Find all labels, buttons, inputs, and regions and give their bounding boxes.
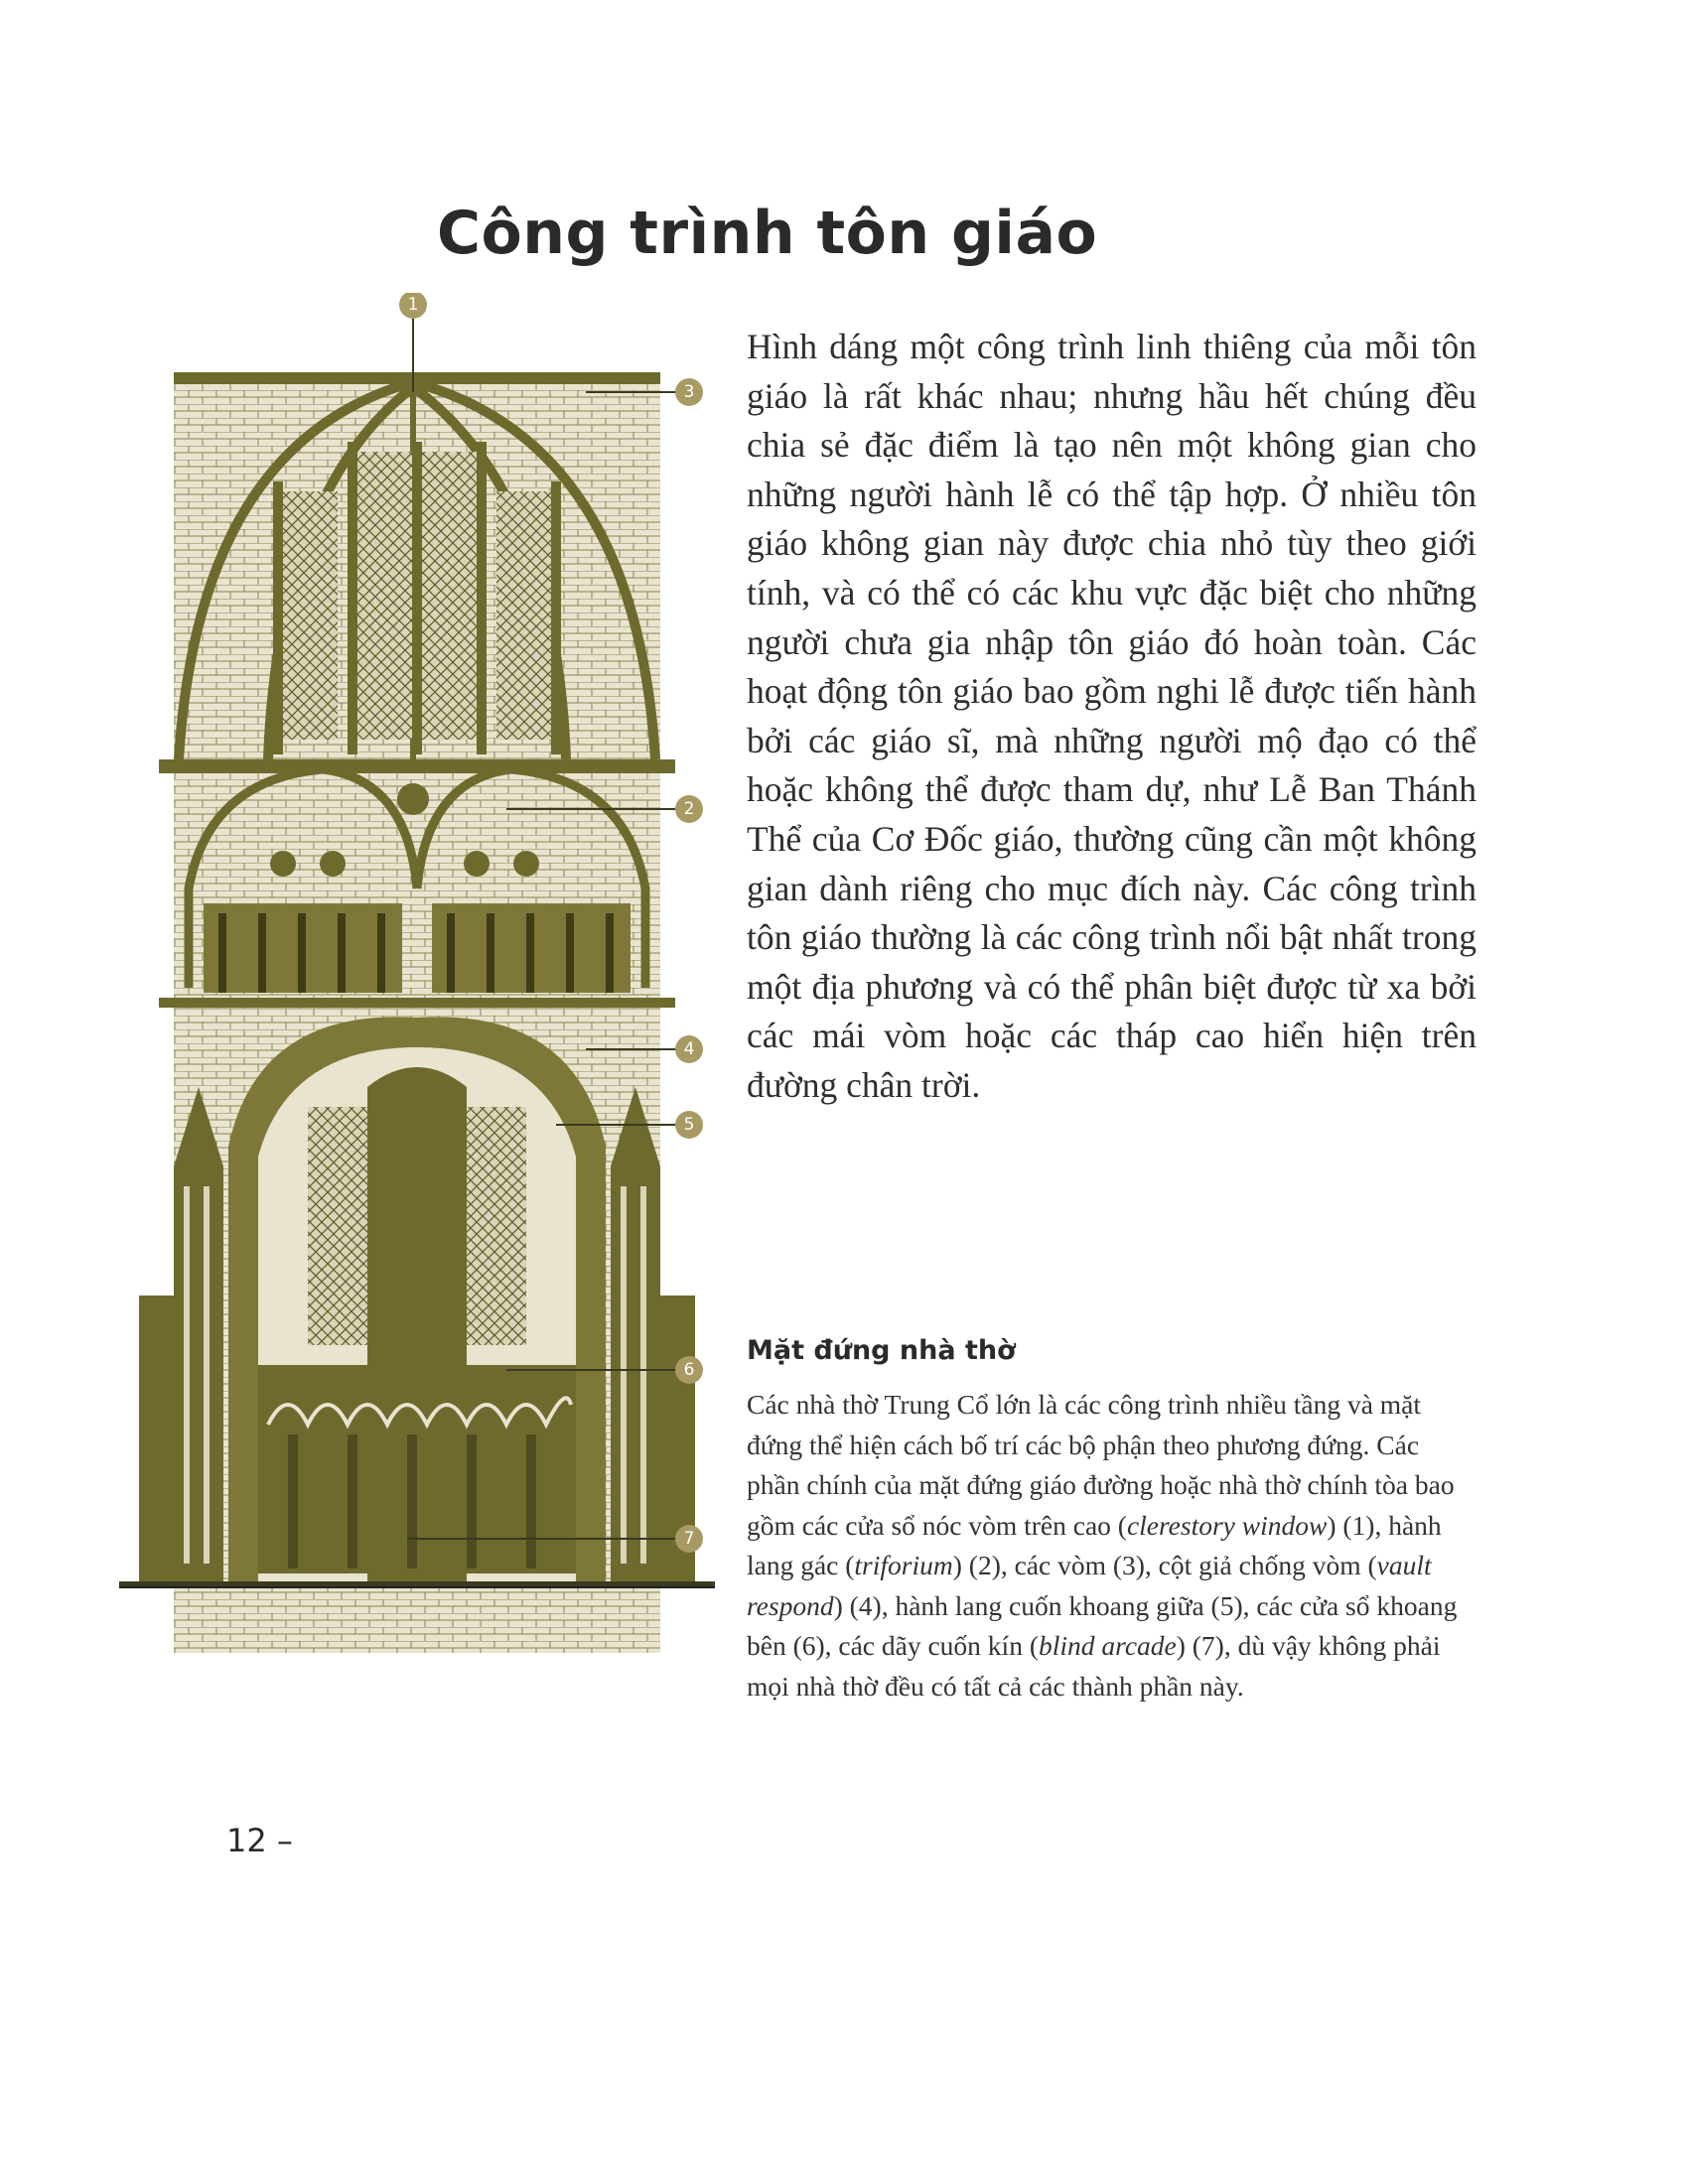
caption-segment: Các nhà thờ Trung Cổ lớn là các công trình nhiều tầng và mặt đứng thể hiện cách bố trí các bộ phận theo phương đứng. Các phần chính của mặt đứng giáo đường hoặc nhà thờ chính tòa bao gồm các cửa sổ nóc vòm trên cao ( [747,1389,1455,1541]
page-title: Công trình tôn giáo [437,199,1098,268]
page-number: 12 – [226,1822,293,1859]
svg-text:6: 6 [683,1360,695,1380]
caption-term: clerestory window [1126,1509,1328,1541]
caption-term: triforium [854,1550,953,1580]
caption-title: Mặt đứng nhà thờ [747,1335,1016,1366]
caption-term: vault respond [747,1550,1432,1621]
cathedral-elevation-illustration [119,293,715,1663]
svg-text:4: 4 [683,1039,695,1059]
caption-segment: ) (4), hành lang cuốn khoang giữa (5), các cửa sổ khoang bên (6), các dãy cuốn kín ( [747,1589,1458,1661]
svg-text:7: 7 [683,1529,695,1549]
svg-text:3: 3 [683,382,695,402]
caption-segment: ) (2), các vòm (3), cột giả chống vòm ( [952,1550,1377,1580]
cathedral-drawing [119,372,715,1653]
svg-text:5: 5 [683,1115,695,1135]
intro-paragraph: Hình dáng một công trình linh thiêng của mỗi tôn giáo là rất khác nhau; nhưng hầu hết chúng đều chia sẻ đặc điểm là tạo nên một không gian cho những người hành lễ có thể tập hợp. Ở nhiều tôn giáo không gian này được chia nhỏ tùy theo giới tính, và có thể có các khu vực đặc biệt cho những người chưa gia nhập tôn giáo đó hoàn toàn. Các hoạt động tôn giáo bao gồm nghi lễ được tiến hành bởi các giáo sĩ, mà những người mộ đạo có thể hoặc không thể được tham dự, như Lễ Ban Thánh Thể của Cơ Đốc giáo, thường cũng cần một không gian dành riêng cho mục đích này. Các công trình tôn giáo thường là các công trình nổi bật nhất trong một địa phương và có thể phân biệt được từ xa bởi các mái vòm hoặc các tháp cao hiển hiện trên đường chân trời. [747,327,1477,1105]
caption-segment: ) (1), hành lang gác ( [747,1509,1442,1580]
caption-segment: ) (7), dù vậy không phải mọi nhà thờ đều có tất cả các thành phần này. [747,1630,1441,1702]
svg-text:1: 1 [407,295,419,315]
caption-text [747,1385,1462,1706]
svg-text:2: 2 [683,799,695,819]
caption-term: blind arcade [1038,1630,1177,1661]
